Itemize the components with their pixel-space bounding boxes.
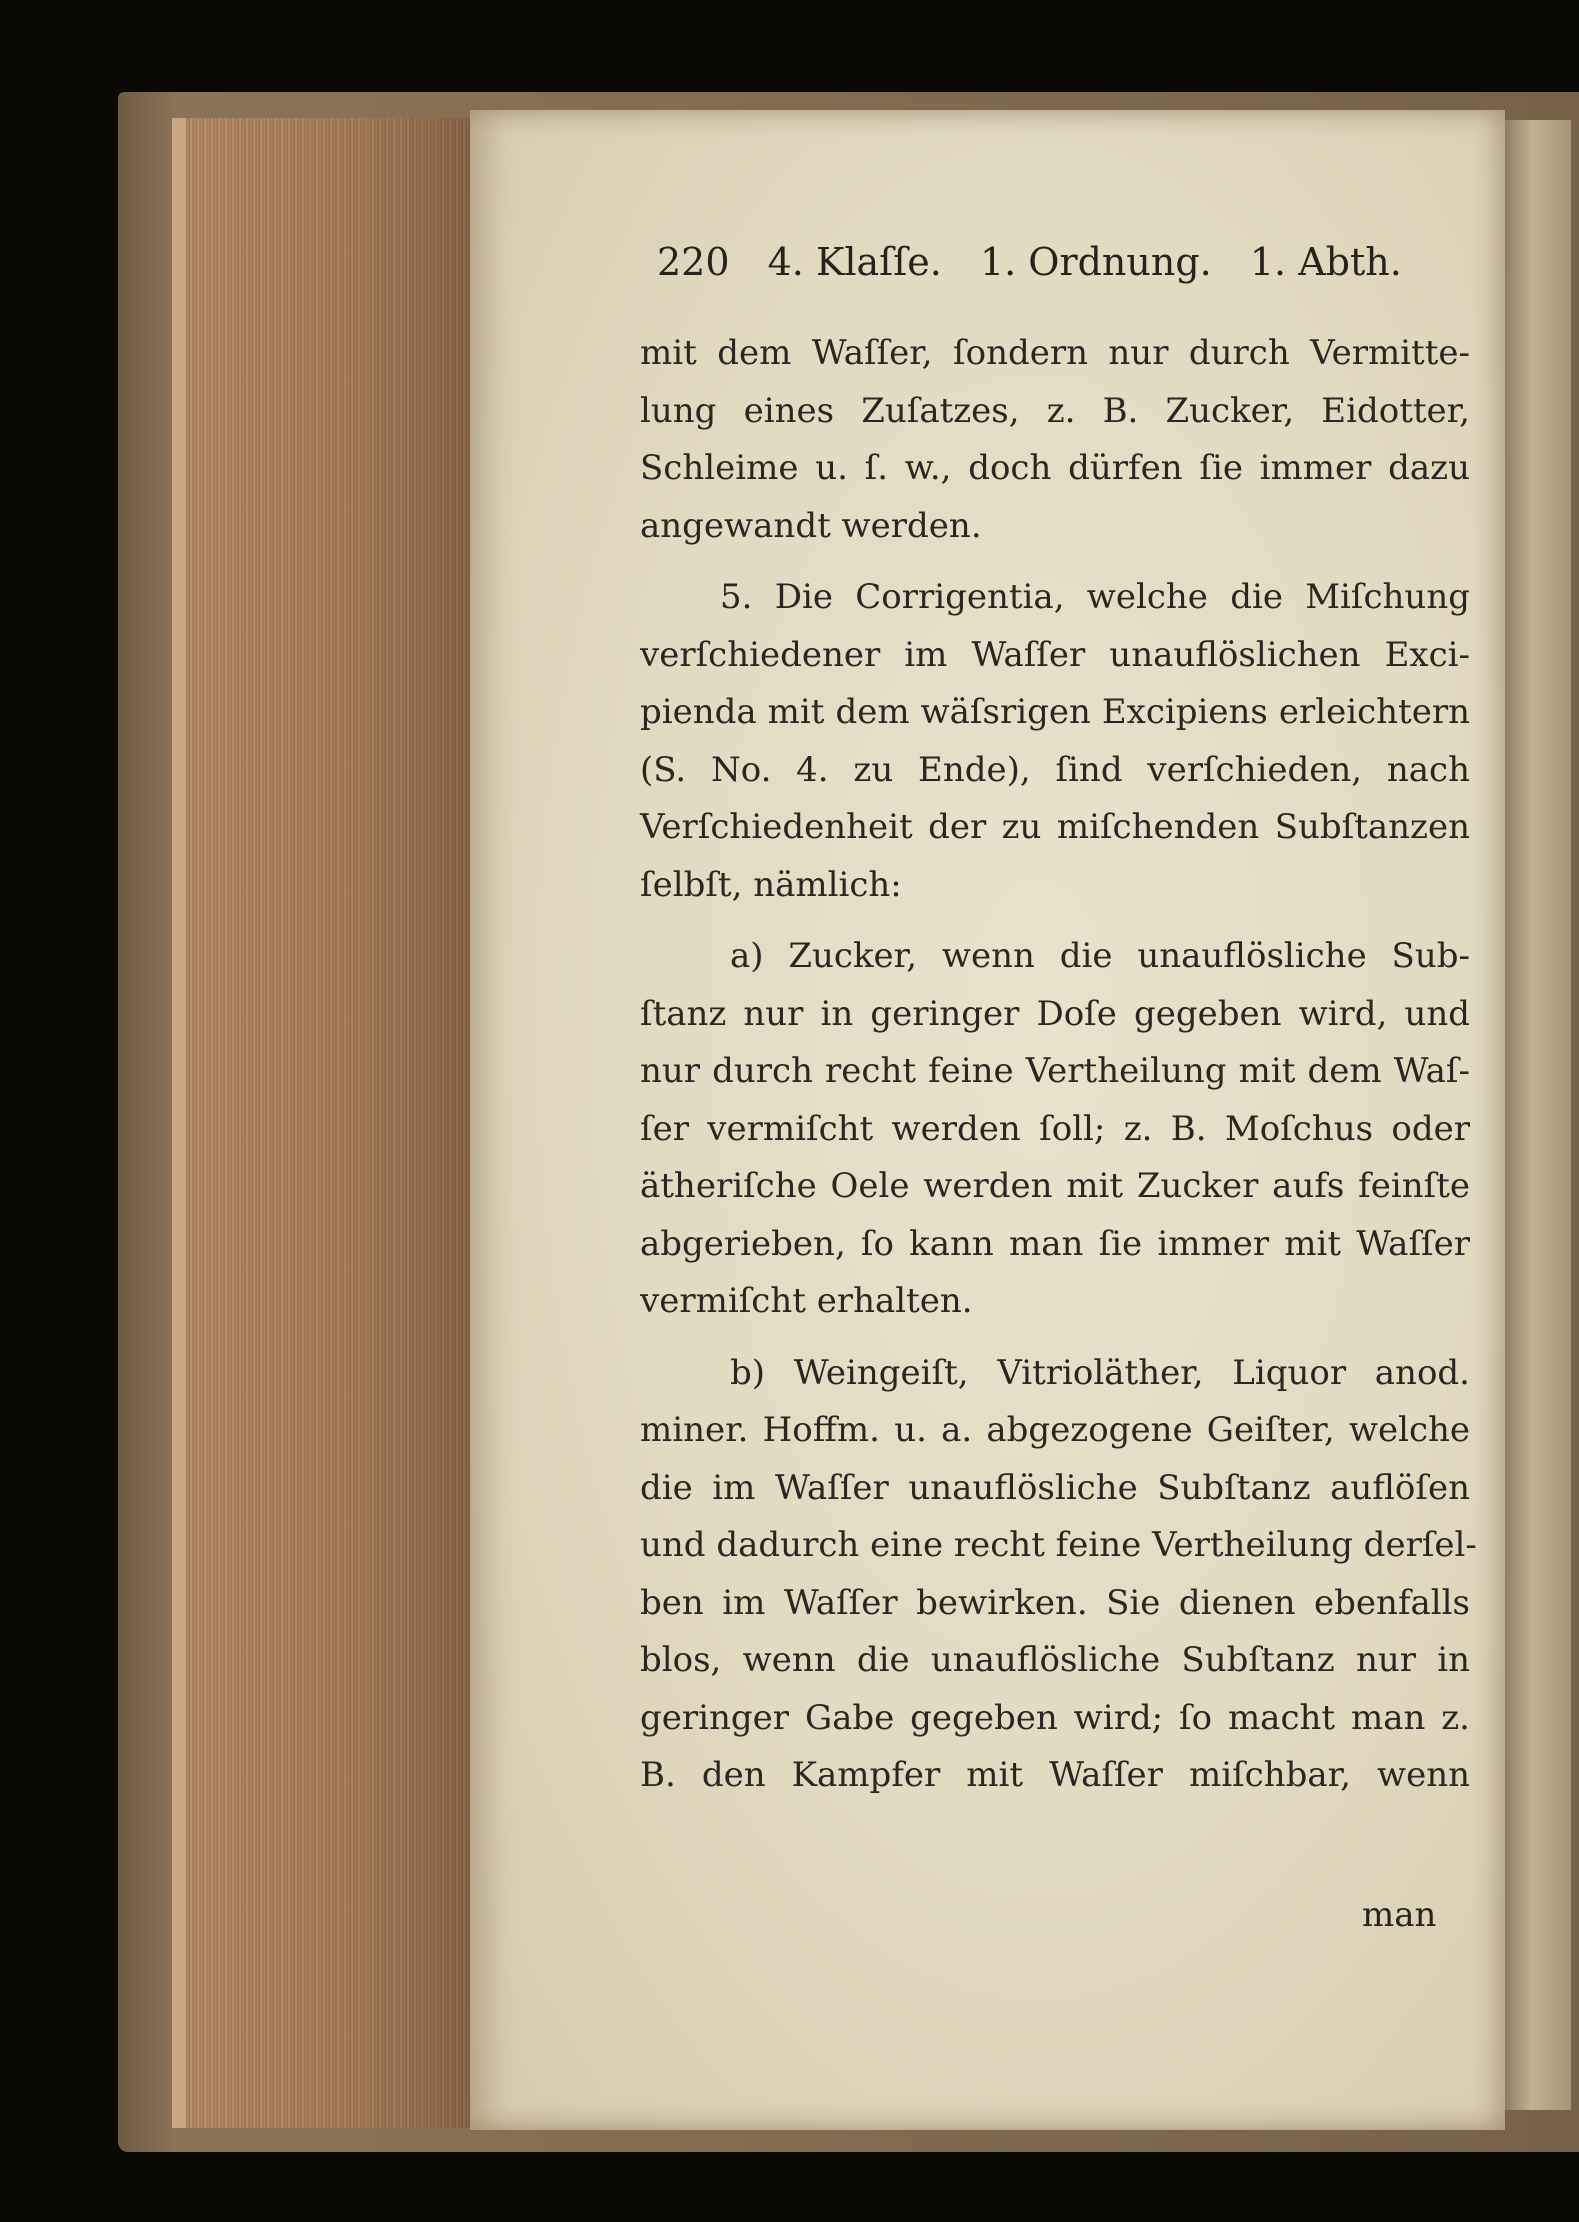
text-line: pienda mit dem wäſsrigen Excipiens erleichtern — [640, 692, 1470, 732]
text-line: abgerieben, ſo kann man ſie immer mit Waſſer — [640, 1223, 1470, 1264]
text-line: angewandt werden. — [640, 505, 982, 546]
page-number: 220 — [657, 240, 730, 284]
running-head-class: 4. Klaſſe. — [767, 240, 942, 284]
text-line: mit dem Waſſer, ſondern nur durch Vermitte- — [640, 333, 1470, 373]
text-line: geringer Gabe gegeben wird; ſo macht man z. — [640, 1697, 1470, 1738]
text-line: ſelbſt, nämlich: — [640, 864, 902, 905]
text-line: ſtanz nur in geringer Doſe gegeben wird, und — [640, 993, 1470, 1034]
catchword: man — [1362, 1895, 1437, 1935]
text-line: die im Waſſer unauflösliche Subſtanz auflöſen — [640, 1467, 1470, 1508]
text-line: verſchiedener im Waſſer unauflöslichen Exci- — [640, 634, 1470, 675]
text-line: nur durch recht feine Vertheilung mit dem Waſ- — [640, 1051, 1470, 1091]
text-line: 5. Die Corrigentia, welche die Miſchung — [720, 577, 1470, 617]
facing-page-sliver — [1505, 120, 1571, 2110]
text-line: a) Zucker, wenn die unauflösliche Sub- — [730, 936, 1470, 976]
running-head-order: 1. Ordnung. — [979, 240, 1212, 284]
running-head-section: 1. Abth. — [1249, 240, 1402, 284]
text-line: ſer vermiſcht werden ſoll; z. B. Moſchus oder — [640, 1108, 1470, 1149]
page-edge-shadow — [172, 118, 491, 2128]
body-text — [640, 235, 1477, 1805]
text-line: B. den Kampfer mit Waſſer miſchbar, wenn — [640, 1755, 1470, 1795]
text-line: und dadurch eine recht feine Vertheilung derſel- — [640, 1525, 1477, 1565]
text-line: Verſchiedenheit der zu miſchenden Subſtanzen — [640, 807, 1470, 847]
text-line: miner. Hoffm. u. a. abgezogene Geiſter, welche — [640, 1410, 1470, 1450]
text-line: vermiſcht erhalten. — [640, 1281, 973, 1321]
text-line: ätheriſche Oele werden mit Zucker aufs feinſte — [640, 1166, 1470, 1206]
text-line: (S. No. 4. zu Ende), ſind verſchieden, nach — [640, 749, 1470, 790]
text-line: lung eines Zuſatzes, z. B. Zucker, Eidotter, — [640, 390, 1470, 431]
text-line: Schleime u. ſ. w., doch dürfen ſie immer dazu — [640, 448, 1470, 488]
text-line: ben im Waſſer bewirken. Sie dienen ebenfalls — [640, 1582, 1470, 1623]
text-line: blos, wenn die unauflösliche Subſtanz nur in — [640, 1640, 1470, 1680]
text-line: b) Weingeiſt, Vitrioläther, Liquor anod. — [730, 1352, 1470, 1393]
